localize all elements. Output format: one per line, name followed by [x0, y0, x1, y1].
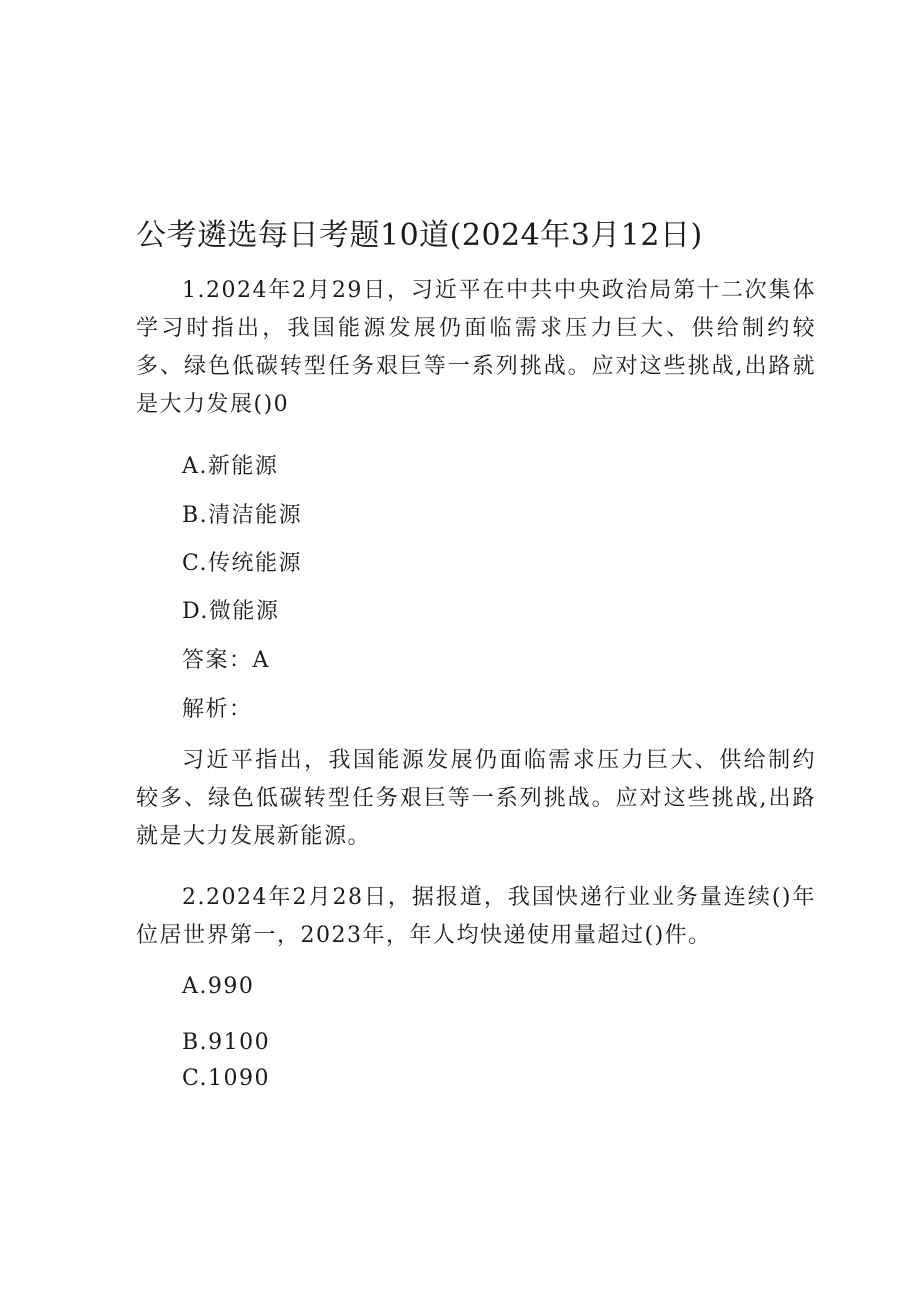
- question-2-text: 2.2024年2月28日，据报道，我国快递行业业务量连续()年位居世界第一，2023年，年人均快递使用量超过()件。: [136, 885, 816, 948]
- question-1-analysis-label: 解析：: [182, 697, 253, 722]
- question-1-answer: 答案：A: [182, 648, 270, 673]
- question-1-option-b: B.清洁能源: [182, 503, 303, 528]
- question-1-text: 1.2024年2月29日，习近平在中共中央政治局第十二次集体学习时指出，我国能源发展仍面临需求压力巨大、供给制约较多、绿色低碳转型任务艰巨等一系列挑战。应对这些挑战,出路就是大力发展()0: [136, 278, 816, 417]
- question-2-option-b: B.9100: [182, 1030, 271, 1055]
- question-2-option-c: C.1090: [182, 1066, 271, 1091]
- question-1-option-a: A.新能源: [182, 454, 279, 479]
- question-1-option-d: D.微能源: [182, 599, 280, 624]
- question-2-option-a: A.990: [182, 974, 255, 999]
- question-1-analysis: 习近平指出，我国能源发展仍面临需求压力巨大、供给制约较多、绿色低碳转型任务艰巨等一系列挑战。应对这些挑战,出路就是大力发展新能源。: [136, 748, 816, 849]
- document-title: 公考遴选每日考题10道(2024年3月12日): [136, 218, 703, 253]
- question-1-option-c: C.传统能源: [182, 551, 303, 576]
